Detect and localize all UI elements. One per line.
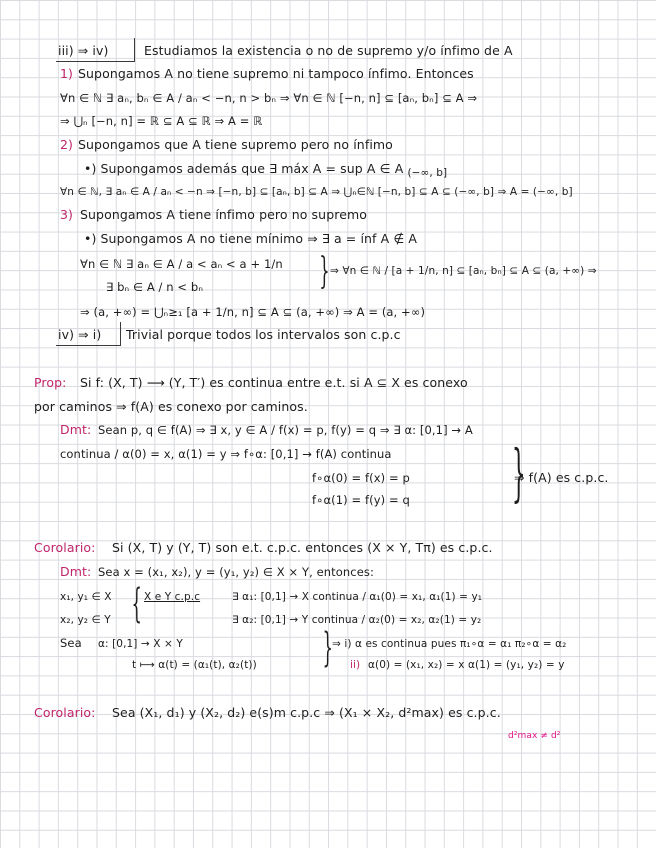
- case1-line3: ⇒ ⋃ₙ [−n, n] = ℝ ⊆ A ⊆ ℝ ⇒ A = ℝ: [60, 114, 263, 128]
- case1-text: Supongamos A no tiene supremo ni tampoco ínfimo. Entonces: [78, 66, 474, 81]
- case3-label: 3): [60, 207, 74, 222]
- corolario1-label: Corolario:: [34, 540, 96, 555]
- prop-dmt-conclusion: ⇒ f(A) es c.p.c.: [514, 470, 609, 485]
- prop-dmt-line2: continua / α(0) = x, α(1) = y ⇒ f∘α: [0,1] → f(A) continua: [60, 447, 392, 461]
- prop-dmt-label: Dmt:: [60, 422, 92, 437]
- corolario1-right-brace: }: [322, 625, 333, 671]
- case2-sub-index: (−∞, b]: [407, 167, 448, 179]
- section-iv-divider: [120, 322, 121, 346]
- corolario1-left-brace: {: [131, 581, 142, 627]
- corolario1-result-ii: α(0) = (x₁, x₂) = x α(1) = (y₁, y₂) = y: [368, 659, 565, 671]
- prop-label: Prop:: [34, 375, 67, 390]
- case3-sub: •) Supongamos A no tiene mínimo ⇒ ∃ a = ínf A ∉ A: [84, 231, 418, 246]
- case3-text: Supongamos A tiene ínfimo pero no supremo: [80, 207, 368, 222]
- corolario1-result-ii-label: ii): [350, 659, 361, 671]
- case3-line1: ∀n ∈ ℕ ∃ aₙ ∈ A / a < aₙ < a + 1/n: [80, 257, 283, 271]
- case3-line2: ∃ bₙ ∈ A / n < bₙ: [106, 280, 204, 294]
- case1-line2: ∀n ∈ ℕ ∃ aₙ, bₙ ∈ A / aₙ < −n, n > bₙ ⇒ ∀n ∈ ℕ [−n, n] ⊆ [aₙ, bₙ] ⊆ A ⇒: [60, 91, 478, 105]
- header-divider: [134, 38, 135, 62]
- prop-dmt-line1: Sean p, q ∈ f(A) ⇒ ∃ x, y ∈ A / f(x) = p, f(y) = q ⇒ ∃ α: [0,1] → A: [98, 423, 473, 437]
- case3-line3: ⇒ (a, +∞) = ⋃ₙ≥₁ [a + 1/n, n] ⊆ A ⊆ (a, +∞) ⇒ A = (a, +∞): [80, 305, 426, 319]
- corolario2-line1: Sea (X₁, d₁) y (X₂, d₂) e(s)m c.p.c ⇒ (X₁ × X₂, d²max) es c.p.c.: [112, 705, 501, 720]
- section-iv-underline: [56, 345, 121, 346]
- corolario1-row1-left: x₁, y₁ ∈ X: [60, 591, 112, 603]
- case3-line1-right: ⇒ ∀n ∈ ℕ / [a + 1/n, n] ⊆ [aₙ, bₙ] ⊆ A ⊆ (a, +∞) ⇒: [330, 265, 597, 277]
- case2-label: 2): [60, 137, 74, 152]
- corolario1-result-i: ⇒ i) α es continua pues π₁∘α = α₁ π₂∘α = α₂: [332, 638, 567, 650]
- prop-dmt-line3: f∘α(0) = f(x) = p: [312, 471, 410, 485]
- section-iv-text: Trivial porque todos los intervalos son c.p.c: [126, 327, 401, 342]
- prop-line1: Si f: (X, T) ⟶ (Y, T′) es continua entre e.t. si A ⊆ X es conexo: [80, 375, 468, 390]
- corolario1-map-line2: t ⟼ α(t) = (α₁(t), α₂(t)): [132, 659, 257, 671]
- header-underline: [56, 61, 135, 62]
- section-iv-label: iv) ⇒ i): [58, 327, 102, 342]
- corolario2-label: Corolario:: [34, 705, 96, 720]
- corolario2-note: d²max ≠ d²: [508, 731, 561, 741]
- case3-brace: }: [319, 251, 330, 292]
- corolario1-boxed-label: X e Y c.p.c: [144, 591, 201, 603]
- corolario1-row2-right: ∃ α₂: [0,1] → Y continua / α₂(0) = x₂, α₂(1) = y₂: [232, 614, 482, 626]
- case1-label: 1): [60, 66, 74, 81]
- prop-line2: por caminos ⇒ f(A) es conexo por caminos.: [34, 399, 308, 414]
- header-text: Estudiamos la existencia o no de supremo y/o ínfimo de A: [144, 43, 513, 58]
- prop-brace: }: [511, 436, 526, 509]
- header-label: iii) ⇒ iv): [58, 43, 109, 58]
- corolario1-row1-right: ∃ α₁: [0,1] → X continua / α₁(0) = x₁, α₁(1) = y₁: [232, 591, 483, 603]
- case2-line: ∀n ∈ ℕ, ∃ aₙ ∈ A / aₙ < −n ⇒ [−n, b] ⊆ [aₙ, b] ⊆ A ⇒ ⋃ₙ∈ℕ [−n, b] ⊆ A ⊆ (−∞, b] ⇒ A = (−∞, b]: [60, 186, 573, 198]
- corolario1-line1: Si (X, T) y (Y, T) son e.t. c.p.c. entonces (X × Y, Tπ) es c.p.c.: [112, 540, 493, 555]
- corolario1-dmt-line1: Sea x = (x₁, x₂), y = (y₁, y₂) ∈ X × Y, entonces:: [98, 565, 374, 579]
- corolario1-dmt-label: Dmt:: [60, 564, 92, 579]
- corolario1-row2-left: x₂, y₂ ∈ Y: [60, 614, 111, 626]
- case2-text: Supongamos que A tiene supremo pero no ínfimo: [78, 137, 393, 152]
- prop-dmt-line4: f∘α(1) = f(y) = q: [312, 493, 410, 507]
- case2-sub: •) Supongamos además que ∃ máx A = sup A ∈ A $_{(-\infty, b]}$: [84, 161, 448, 179]
- corolario1-sea: Sea: [60, 636, 82, 650]
- corolario1-map-line1: α: [0,1] → X × Y: [98, 638, 183, 650]
